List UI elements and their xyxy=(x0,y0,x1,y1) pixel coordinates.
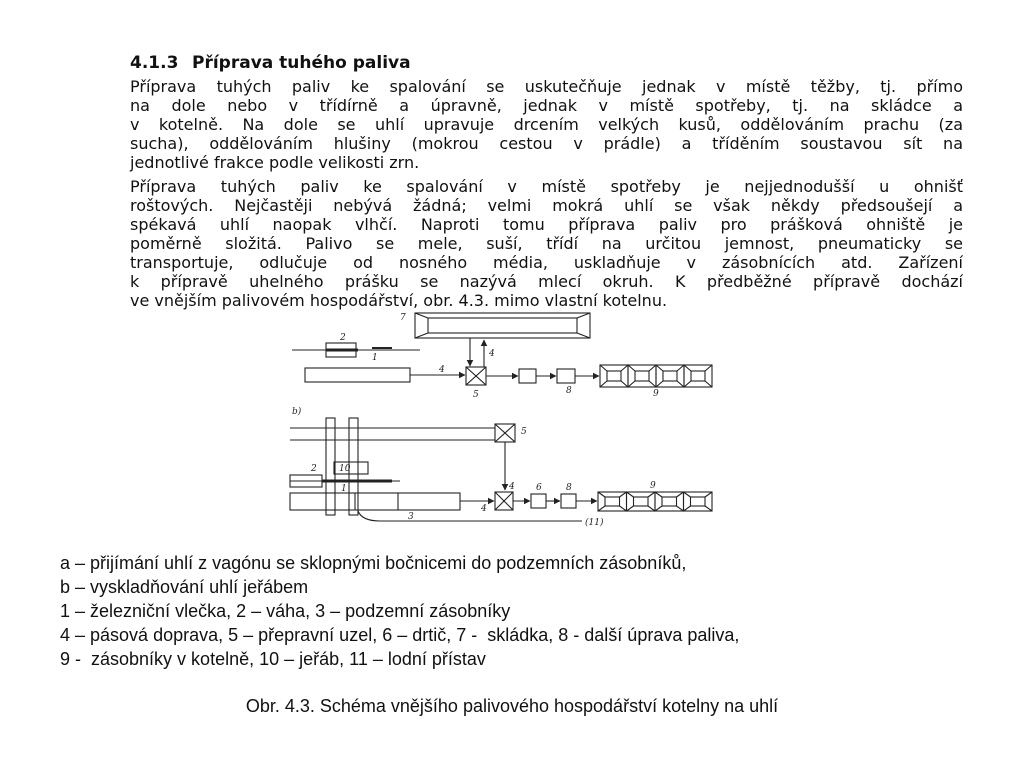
label-lift-conveyor: 4 xyxy=(489,349,495,359)
transfer-node-5-b xyxy=(495,424,515,442)
underground-bunker xyxy=(305,368,410,382)
stockpile-outline xyxy=(415,313,590,338)
bunker-outlet xyxy=(605,497,620,506)
label-boiler-bunkers: 9 xyxy=(650,481,656,491)
paragraph-line: v kotelně. Na dole se uhlí upravuje drcením velkých kusů, oddělováním prachu (za xyxy=(130,115,963,134)
bunker-slopes xyxy=(598,492,627,511)
transfer-node-5 xyxy=(466,367,486,385)
legend-line: 1 – železniční vlečka, 2 – váha, 3 – podzemní zásobníky xyxy=(60,601,511,621)
section-title: Příprava tuhého paliva xyxy=(192,53,411,73)
legend-line: 4 – pásová doprava, 5 – přepravní uzel, 6 – drtič, 7 - skládka, 8 - další úprava paliva, xyxy=(60,625,740,645)
paragraph-line: na dole nebo v třídírně a úpravně, jednak v místě spotřeby, tj. na skládce a xyxy=(130,96,963,115)
paragraph-line: poměrně složitá. Palivo se mele, suší, třídí na určitou jemnost, pneumaticky se xyxy=(130,234,963,253)
junction-node xyxy=(495,492,513,510)
bunker-slopes xyxy=(628,365,656,387)
paragraph-line: transportuje, odlučuje od nosného média, uskladňuje v zásobnících atd. Zařízení xyxy=(130,253,963,272)
label-conveyor: 4 xyxy=(481,504,487,514)
bunker-outlet xyxy=(635,371,649,381)
boiler-bunkers-a xyxy=(600,365,712,387)
label-railway: 1 xyxy=(341,484,347,494)
crusher-box xyxy=(531,494,546,508)
bunker-outlet xyxy=(691,497,706,506)
label-boiler-bunkers: 9 xyxy=(653,389,659,399)
paragraph-line: Příprava tuhých paliv ke spalování v místě spotřeby je nejjednodušší u ohnišť xyxy=(130,177,963,196)
bunker-slopes xyxy=(656,365,684,387)
stockpile-7 xyxy=(415,313,590,338)
label-scheme-b: b) xyxy=(292,407,302,417)
bunker-slopes xyxy=(684,365,712,387)
paragraph-line: ve vnějším palivovém hospodářství, obr. 4.3. mimo vlastní kotelnu. xyxy=(130,291,668,310)
bunker-outlet xyxy=(662,497,677,506)
label-further-treatment: 8 xyxy=(566,483,572,493)
paragraph-line: sucha), oddělováním hlušiny (mokrou cestou v prádle) a tříděním soustavou sít na xyxy=(130,134,963,153)
bunker-slopes xyxy=(655,492,684,511)
section-heading xyxy=(130,52,730,74)
bunker-outlet xyxy=(607,371,621,381)
crusher-box xyxy=(519,369,536,383)
section-number: 4.1.3 xyxy=(130,53,179,73)
bunker-outlet xyxy=(634,497,649,506)
underground-bunker xyxy=(290,493,460,510)
scheme-a xyxy=(292,313,712,400)
transfer-node-cross xyxy=(495,424,515,442)
bunker-slopes xyxy=(627,492,656,511)
label-scale: 2 xyxy=(311,464,317,474)
bunker-outlet xyxy=(663,371,677,381)
label-junction: 4 xyxy=(509,482,515,492)
scheme-b xyxy=(290,406,712,528)
treatment-box xyxy=(561,494,576,508)
label-crane: 10 xyxy=(339,464,351,474)
stockpile-top xyxy=(428,318,577,333)
label-stockpile: 7 xyxy=(400,313,406,323)
treatment-box xyxy=(557,369,575,383)
label-port: (11) xyxy=(585,518,604,528)
label-further-treatment: 8 xyxy=(566,386,572,396)
paragraph-line: k přípravě uhelného prášku se nazývá mlecí okruh. K předběžné přípravě dochází xyxy=(130,272,963,291)
paragraph-1 xyxy=(130,77,963,172)
boiler-bunkers-b xyxy=(598,492,712,511)
figure-legend xyxy=(60,551,1010,671)
figure-caption: Obr. 4.3. Schéma vnějšího palivového hospodářství kotelny na uhlí xyxy=(245,696,779,716)
label-conveyor: 4 xyxy=(439,365,445,375)
label-transfer-node: 5 xyxy=(521,427,527,437)
transfer-node-cross xyxy=(466,367,486,385)
paragraph-2 xyxy=(130,177,963,310)
paragraph-line: jednotlivé frakce podle velikosti zrn. xyxy=(130,153,420,172)
paragraph-line: Příprava tuhých paliv ke spalování se uskutečňuje jednak v místě těžby, tj. přímo xyxy=(130,77,963,96)
fuel-handling-scheme xyxy=(280,305,720,535)
bunker-slopes xyxy=(684,492,713,511)
legend-line: a – přijímání uhlí z vagónu se sklopnými bočnicemi do podzemních zásobníků, xyxy=(60,553,687,573)
paragraph-line: roštových. Nejčastěji nebývá žádná; velmi mokrá uhlí se však někdy předsoušejí a xyxy=(130,196,963,215)
label-crusher: 6 xyxy=(536,483,542,493)
legend-line: 9 - zásobníky v kotelně, 10 – jeřáb, 11 – lodní přístav xyxy=(60,649,486,669)
port-line xyxy=(358,511,582,521)
label-transfer-node: 5 xyxy=(473,390,479,400)
paragraph-line: spékavá uhlí naopak vlhčí. Naproti tomu příprava paliv pro prášková ohniště je xyxy=(130,215,963,234)
junction-cross xyxy=(495,492,513,510)
legend-line: b – vyskladňování uhlí jeřábem xyxy=(60,577,309,597)
label-scale: 2 xyxy=(340,333,346,343)
label-railway: 1 xyxy=(372,353,378,363)
label-underground-bunkers: 3 xyxy=(408,512,414,522)
bunker-outlet xyxy=(691,371,705,381)
bunker-slopes xyxy=(600,365,628,387)
stockpile-slopes xyxy=(415,313,590,338)
